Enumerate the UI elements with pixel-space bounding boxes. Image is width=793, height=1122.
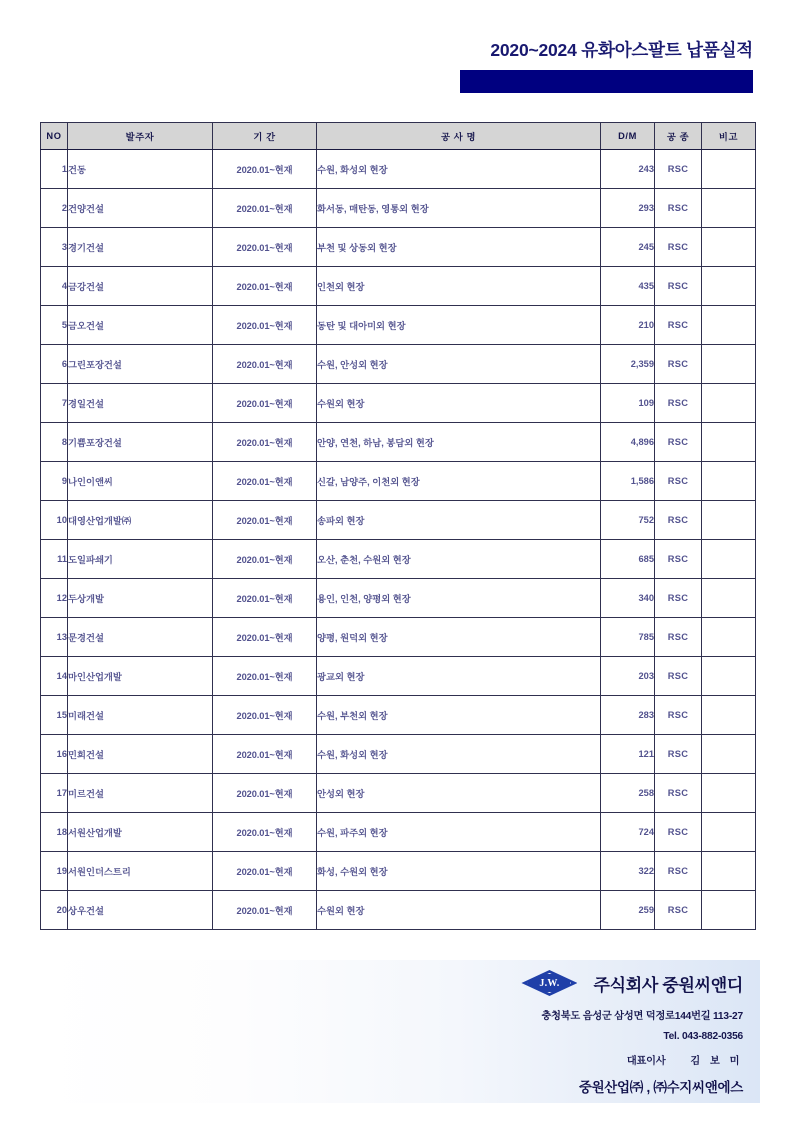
table-row (41, 306, 756, 345)
cell-work: 수원, 화성외 현장 (317, 735, 601, 774)
cell-owner: 마인산업개발 (68, 657, 213, 696)
cell-owner: 두상개발 (68, 579, 213, 618)
cell-dm: 109 (601, 384, 655, 423)
table-row (41, 267, 756, 306)
cell-owner: 문경건설 (68, 618, 213, 657)
cell-note (702, 345, 756, 384)
column-header-note: 비고 (702, 123, 756, 150)
company-identity-line (223, 968, 743, 998)
table-row (41, 150, 756, 189)
table-row (41, 540, 756, 579)
cell-term: 2020.01~현재 (213, 657, 317, 696)
cell-term: 2020.01~현재 (213, 384, 317, 423)
cell-no: 6 (41, 345, 68, 384)
cell-owner: 기쁨포장건설 (68, 423, 213, 462)
cell-dm: 752 (601, 501, 655, 540)
jw-diamond-logo-icon (521, 970, 577, 996)
column-header-owner: 발주자 (68, 123, 213, 150)
cell-note (702, 891, 756, 930)
cell-type: RSC (655, 579, 702, 618)
cell-term: 2020.01~현재 (213, 774, 317, 813)
cell-dm: 724 (601, 813, 655, 852)
cell-no: 13 (41, 618, 68, 657)
table-row (41, 189, 756, 228)
table-row (41, 774, 756, 813)
cell-dm: 210 (601, 306, 655, 345)
column-header-dm: D/M (601, 123, 655, 150)
cell-owner: 건동 (68, 150, 213, 189)
cell-no: 14 (41, 657, 68, 696)
cell-dm: 258 (601, 774, 655, 813)
cell-owner: 나인이앤씨 (68, 462, 213, 501)
table-row (41, 384, 756, 423)
cell-owner: 미르건설 (68, 774, 213, 813)
cell-note (702, 384, 756, 423)
cell-term: 2020.01~현재 (213, 306, 317, 345)
cell-term: 2020.01~현재 (213, 891, 317, 930)
cell-note (702, 189, 756, 228)
table-row (41, 735, 756, 774)
table-row (41, 462, 756, 501)
cell-dm: 785 (601, 618, 655, 657)
cell-work: 안양, 연천, 하남, 봉담외 현장 (317, 423, 601, 462)
cell-note (702, 735, 756, 774)
cell-type: RSC (655, 306, 702, 345)
table-body (41, 150, 756, 930)
cell-dm: 203 (601, 657, 655, 696)
cell-owner: 그린포장건설 (68, 345, 213, 384)
cell-term: 2020.01~현재 (213, 345, 317, 384)
delivery-records-table (40, 122, 756, 930)
cell-no: 12 (41, 579, 68, 618)
cell-term: 2020.01~현재 (213, 540, 317, 579)
cell-work: 수원외 현장 (317, 384, 601, 423)
cell-note (702, 696, 756, 735)
page-title: 2020~2024 유화아스팔트 납품실적 (490, 40, 753, 60)
cell-no: 2 (41, 189, 68, 228)
cell-work: 오산, 춘천, 수원외 현장 (317, 540, 601, 579)
cell-term: 2020.01~현재 (213, 423, 317, 462)
cell-dm: 259 (601, 891, 655, 930)
cell-note (702, 462, 756, 501)
cell-note (702, 306, 756, 345)
cell-work: 화서동, 매탄동, 영통외 현장 (317, 189, 601, 228)
cell-no: 3 (41, 228, 68, 267)
cell-type: RSC (655, 735, 702, 774)
cell-type: RSC (655, 228, 702, 267)
cell-term: 2020.01~현재 (213, 852, 317, 891)
cell-no: 4 (41, 267, 68, 306)
cell-owner: 서원인더스트리 (68, 852, 213, 891)
table-row (41, 501, 756, 540)
cell-note (702, 267, 756, 306)
cell-dm: 1,586 (601, 462, 655, 501)
footer-content (223, 960, 743, 1096)
cell-owner: 미래건설 (68, 696, 213, 735)
cell-type: RSC (655, 657, 702, 696)
cell-dm: 322 (601, 852, 655, 891)
cell-dm: 435 (601, 267, 655, 306)
title-accent-bar (460, 70, 753, 93)
cell-term: 2020.01~현재 (213, 735, 317, 774)
column-header-type: 공 종 (655, 123, 702, 150)
cell-type: RSC (655, 189, 702, 228)
cell-work: 안성외 현장 (317, 774, 601, 813)
cell-work: 광교외 현장 (317, 657, 601, 696)
cell-work: 수원, 파주외 현장 (317, 813, 601, 852)
cell-dm: 243 (601, 150, 655, 189)
cell-work: 화성, 수원외 현장 (317, 852, 601, 891)
cell-no: 20 (41, 891, 68, 930)
cell-note (702, 657, 756, 696)
cell-term: 2020.01~현재 (213, 267, 317, 306)
cell-note (702, 579, 756, 618)
ceo-label: 대표이사 (626, 1056, 666, 1067)
column-header-term: 기 간 (213, 123, 317, 150)
table-row (41, 852, 756, 891)
ceo-line (223, 1052, 743, 1067)
cell-no: 11 (41, 540, 68, 579)
cell-owner: 서원산업개발 (68, 813, 213, 852)
cell-no: 9 (41, 462, 68, 501)
cell-type: RSC (655, 813, 702, 852)
cell-no: 1 (41, 150, 68, 189)
cell-note (702, 423, 756, 462)
ceo-name: 김 보 미 (690, 1056, 743, 1067)
cell-type: RSC (655, 423, 702, 462)
cell-dm: 245 (601, 228, 655, 267)
table-row (41, 423, 756, 462)
cell-no: 17 (41, 774, 68, 813)
company-address: 충청북도 음성군 삼성면 덕정로144번길 113-27 (541, 1011, 743, 1022)
table-row (41, 657, 756, 696)
cell-no: 10 (41, 501, 68, 540)
cell-type: RSC (655, 696, 702, 735)
footer-band (37, 960, 760, 1103)
cell-dm: 283 (601, 696, 655, 735)
cell-note (702, 618, 756, 657)
cell-work: 동탄 및 대아미외 현장 (317, 306, 601, 345)
cell-dm: 340 (601, 579, 655, 618)
cell-owner: 건양건설 (68, 189, 213, 228)
cell-note (702, 774, 756, 813)
column-header-no: NO (41, 123, 68, 150)
cell-type: RSC (655, 267, 702, 306)
cell-type: RSC (655, 774, 702, 813)
cell-term: 2020.01~현재 (213, 228, 317, 267)
cell-type: RSC (655, 852, 702, 891)
cell-work: 인천외 현장 (317, 267, 601, 306)
cell-work: 수원, 부천외 현장 (317, 696, 601, 735)
cell-note (702, 540, 756, 579)
cell-work: 양평, 원덕외 현장 (317, 618, 601, 657)
cell-no: 16 (41, 735, 68, 774)
cell-dm: 121 (601, 735, 655, 774)
cell-term: 2020.01~현재 (213, 813, 317, 852)
company-name: 주식회사 중원씨앤디 (593, 975, 743, 995)
cell-owner: 상우건설 (68, 891, 213, 930)
cell-type: RSC (655, 540, 702, 579)
cell-note (702, 813, 756, 852)
cell-note (702, 852, 756, 891)
cell-type: RSC (655, 150, 702, 189)
cell-term: 2020.01~현재 (213, 696, 317, 735)
table-row (41, 579, 756, 618)
cell-work: 부천 및 상동외 현장 (317, 228, 601, 267)
cell-term: 2020.01~현재 (213, 579, 317, 618)
cell-note (702, 150, 756, 189)
cell-work: 수원, 안성외 현장 (317, 345, 601, 384)
table-header-row (41, 123, 756, 150)
cell-term: 2020.01~현재 (213, 618, 317, 657)
cell-owner: 도일파쇄기 (68, 540, 213, 579)
cell-dm: 293 (601, 189, 655, 228)
cell-no: 18 (41, 813, 68, 852)
table-row (41, 813, 756, 852)
cell-type: RSC (655, 345, 702, 384)
cell-term: 2020.01~현재 (213, 462, 317, 501)
cell-work: 수원외 현장 (317, 891, 601, 930)
cell-owner: 경일건설 (68, 384, 213, 423)
table-row (41, 696, 756, 735)
company-telephone: Tel. 043-882-0356 (663, 1031, 743, 1042)
cell-owner: 금강건설 (68, 267, 213, 306)
table-row (41, 345, 756, 384)
cell-work: 수원, 화성외 현장 (317, 150, 601, 189)
cell-no: 5 (41, 306, 68, 345)
cell-dm: 4,896 (601, 423, 655, 462)
cell-owner: 경기건설 (68, 228, 213, 267)
table-row (41, 891, 756, 930)
cell-type: RSC (655, 462, 702, 501)
cell-type: RSC (655, 618, 702, 657)
cell-term: 2020.01~현재 (213, 189, 317, 228)
cell-work: 용인, 인천, 양평외 현장 (317, 579, 601, 618)
cell-term: 2020.01~현재 (213, 150, 317, 189)
cell-note (702, 228, 756, 267)
column-header-work: 공 사 명 (317, 123, 601, 150)
cell-no: 19 (41, 852, 68, 891)
cell-type: RSC (655, 891, 702, 930)
cell-work: 송파외 현장 (317, 501, 601, 540)
affiliate-companies: 중원산업㈜ , ㈜수지씨앤에스 (578, 1080, 743, 1095)
cell-no: 15 (41, 696, 68, 735)
table-row (41, 618, 756, 657)
table-row (41, 228, 756, 267)
cell-work: 신갈, 남양주, 이천외 현장 (317, 462, 601, 501)
cell-type: RSC (655, 501, 702, 540)
cell-dm: 2,359 (601, 345, 655, 384)
cell-owner: 금오건설 (68, 306, 213, 345)
title-block (0, 40, 753, 61)
cell-owner: 대영산업개발㈜ (68, 501, 213, 540)
logo-initials: J.W. (539, 977, 560, 989)
cell-owner: 민희건설 (68, 735, 213, 774)
cell-no: 7 (41, 384, 68, 423)
cell-dm: 685 (601, 540, 655, 579)
cell-no: 8 (41, 423, 68, 462)
cell-note (702, 501, 756, 540)
cell-type: RSC (655, 384, 702, 423)
cell-term: 2020.01~현재 (213, 501, 317, 540)
